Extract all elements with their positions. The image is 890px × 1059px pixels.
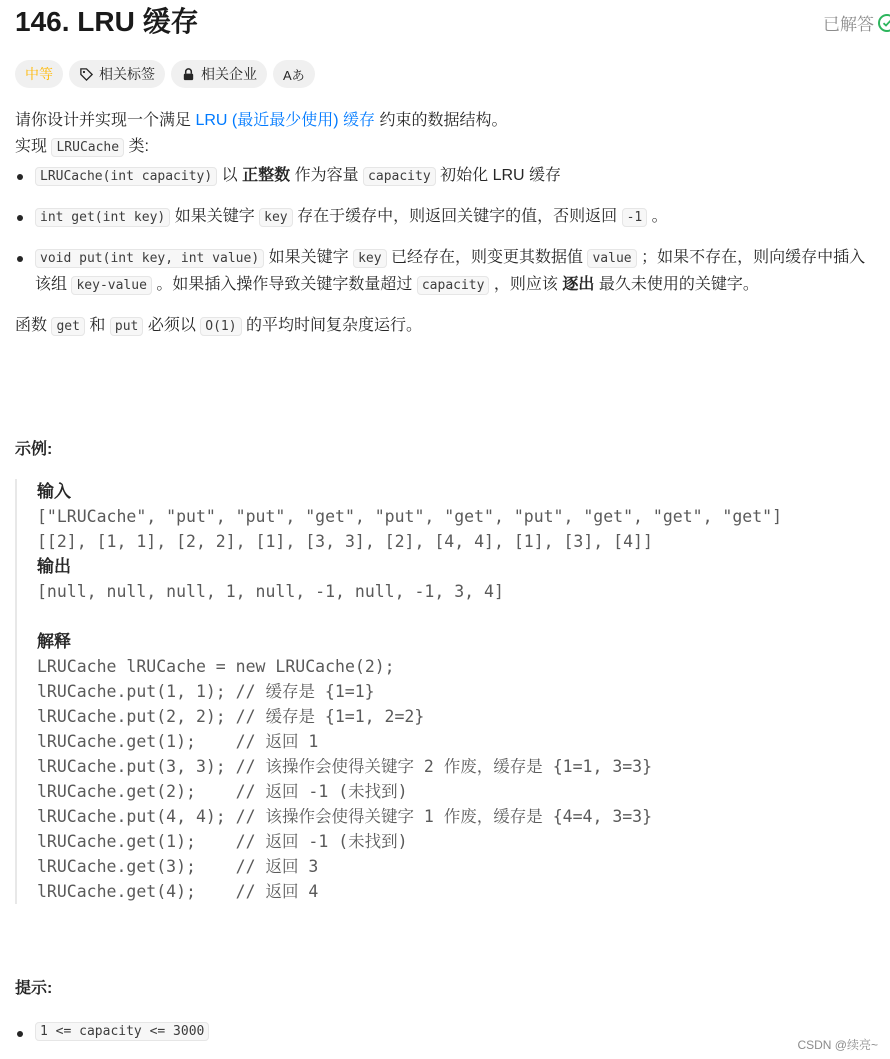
tag-bar [15,60,315,88]
code: key [353,249,386,268]
code: int get(int key) [35,208,170,227]
page-title: 146. LRU 缓存 [15,6,199,37]
solved-status [823,10,890,35]
explain-line: lRUCache.get(1); // 返回 1 [37,732,319,751]
text: ；如果不存在，则向缓存中插入该组 [35,249,866,293]
code: get [51,317,84,336]
translate-icon: Aあ [283,67,305,83]
code: key [259,208,292,227]
api-list [15,163,875,299]
input-line: ["LRUCache", "put", "put", "get", "put", "get", "put", "get", "get", "get"] [37,507,783,526]
bold-text: 正整数 [242,167,291,184]
lock-icon [181,67,196,82]
translate-button[interactable] [273,60,315,88]
title-row [15,2,890,42]
code: O(1) [200,317,241,336]
explain-line: lRUCache.get(3); // 返回 3 [37,857,319,876]
code: value [587,249,636,268]
api-item-get [15,204,875,231]
api-item-constructor [15,163,875,190]
difficulty-badge[interactable]: 中等 [15,60,63,88]
explain-line: LRUCache lRUCache = new LRUCache(2); [37,657,395,676]
text: 。 [651,208,668,225]
api-item-put [15,245,875,299]
text: 如果关键字 [268,249,349,266]
hint-item [15,1022,209,1040]
impl-class-code: LRUCache [51,138,124,157]
explain-label: 解释 [37,632,71,651]
complexity-paragraph [15,313,875,340]
text: 的平均时间复杂度运行。 [246,317,423,334]
example-block [15,479,875,904]
related-companies-button[interactable] [171,60,267,88]
text: 存在于缓存中，则返回关键字的值，否则返回 [297,208,618,225]
text: ，则应该 [493,276,558,293]
hints-heading: 提示: [15,980,53,997]
code: capacity [417,276,490,295]
solved-label: 已解答 [823,15,874,34]
code: 1 <= capacity <= 3000 [35,1022,209,1041]
explain-line: lRUCache.get(1); // 返回 -1 (未找到) [37,832,408,851]
explain-line: lRUCache.put(3, 3); // 该操作会使得关键字 2 作废，缓存是 {1=1, 3=3} [37,757,653,776]
text: 如果关键字 [174,208,255,225]
code: void put(int key, int value) [35,249,264,268]
example-heading: 示例: [15,441,53,458]
explain-line: lRUCache.put(4, 4); // 该操作会使得关键字 1 作废，缓存是 {4=4, 3=3} [37,807,653,826]
text: 函数 [15,317,48,334]
hints-list [15,1022,209,1040]
impl-suffix: 类: [128,138,149,155]
input-label: 输入 [37,482,71,501]
explain-line: lRUCache.get(4); // 返回 4 [37,882,319,901]
input-line: [[2], [1, 1], [2, 2], [1], [3, 3], [2], [4, 4], [1], [3], [4]] [37,532,653,551]
watermark: CSDN @续亮~ [797,1038,878,1052]
check-circle-icon [878,14,890,32]
explain-line: lRUCache.put(2, 2); // 缓存是 {1=1, 2=2} [37,707,425,726]
explain-line: lRUCache.put(1, 1); // 缓存是 {1=1} [37,682,375,701]
text: 必须以 [147,317,196,334]
lru-link[interactable]: LRU (最近最少使用) 缓存 [195,112,376,129]
impl-paragraph [15,134,875,161]
impl-prefix: 实现 [15,138,48,155]
output-label: 输出 [37,557,71,576]
intro-suffix: 约束的数据结构。 [379,112,508,129]
related-topics-button[interactable] [69,60,165,88]
text: 已经存在，则变更其数据值 [391,249,584,266]
text: 最久未使用的关键字。 [598,276,759,293]
related-topics-label: 相关标签 [99,66,155,82]
text: 初始化 LRU 缓存 [440,167,562,184]
problem-description [15,108,875,340]
bold-text: 逐出 [562,276,595,293]
code: LRUCache(int capacity) [35,167,217,186]
text: 和 [89,317,106,334]
code: -1 [622,208,648,227]
text: 。如果插入操作导致关键字数量超过 [156,276,413,293]
text: 以 [221,167,238,184]
explain-line: lRUCache.get(2); // 返回 -1 (未找到) [37,782,408,801]
code: capacity [363,167,436,186]
code: put [110,317,143,336]
intro-paragraph [15,108,875,134]
tag-icon [79,67,94,82]
code: key-value [71,276,151,295]
related-companies-label: 相关企业 [201,66,257,82]
output-line: [null, null, null, 1, null, -1, null, -1, 3, 4] [37,582,504,601]
text: 作为容量 [294,167,359,184]
intro-text: 请你设计并实现一个满足 [15,112,192,129]
